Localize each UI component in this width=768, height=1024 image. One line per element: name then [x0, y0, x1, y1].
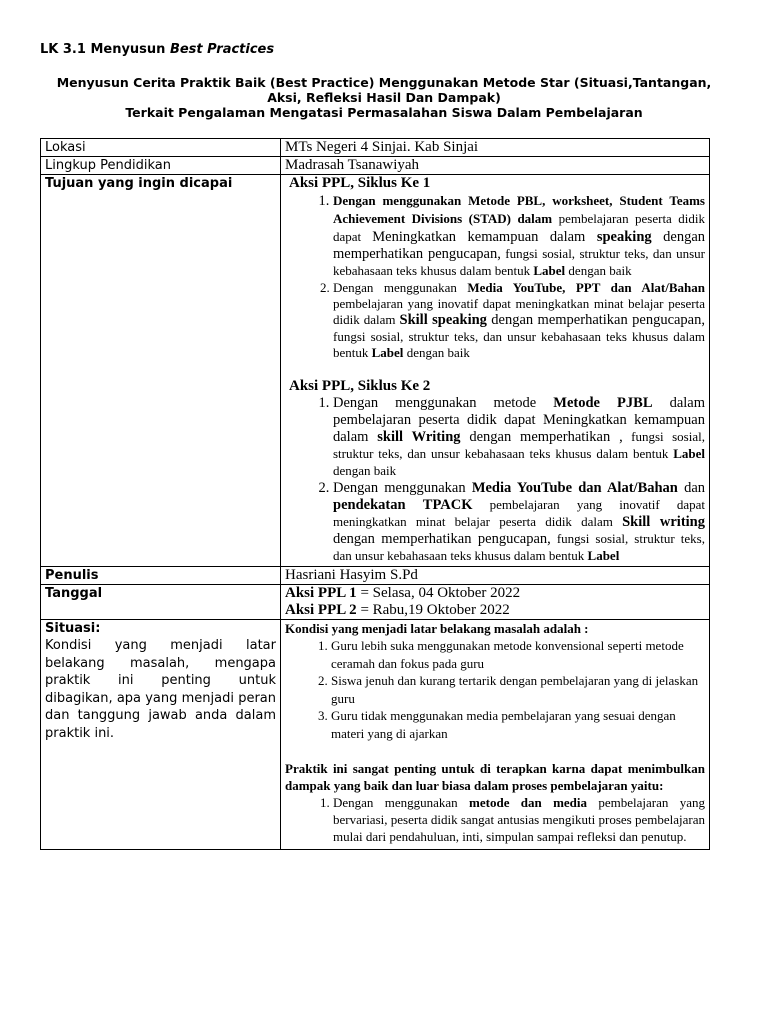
- s1-i2-b: Media YouTube, PPT dan Alat/Bahan: [467, 280, 705, 295]
- lingkup-value: Madrasah Tsanawiyah: [281, 157, 710, 175]
- row-penulis: [41, 567, 710, 585]
- list-item: [333, 395, 705, 480]
- tanggal-ppl-2: [285, 602, 705, 619]
- lingkup-label: Lingkup Pendidikan: [41, 157, 281, 175]
- list-item: 2. Siswa jenuh dan kurang tertarik dengan pembelajaran yang di jelaskan guru: [331, 672, 705, 707]
- list-item: [333, 280, 705, 361]
- tanggal-ppl-1-date: = Selasa, 04 Oktober 2022: [356, 585, 521, 601]
- praktik-i1-a: Dengan menggunakan: [333, 795, 470, 810]
- row-situasi: [41, 620, 710, 850]
- list-item: [333, 794, 705, 845]
- tanggal-ppl-1: [285, 585, 705, 602]
- s1-i1-e: dengan memperhatikan pengucapan,: [333, 229, 706, 262]
- row-lokasi: [41, 139, 710, 157]
- s2-i2-b: Media YouTube dan Alat/Bahan: [471, 480, 678, 496]
- s1-i2-h: dengan baik: [403, 345, 470, 360]
- s1-i2-g: Label: [371, 345, 404, 360]
- document-heading-line-3: Terkait Pengalaman Mengatasi Permasalahan Siswa Dalam Pembelajaran: [125, 105, 643, 120]
- penulis-value: Hasriani Hasyim S.Pd: [281, 567, 710, 585]
- situasi-label: Situasi:: [45, 621, 101, 636]
- row-lingkup: [41, 157, 710, 175]
- s1-i1-d: speaking: [596, 229, 652, 245]
- lokasi-label: Lokasi: [41, 139, 281, 157]
- list-item: 3. Guru tidak menggunakan media pembelajaran yang sesuai dengan materi yang di ajarkan: [331, 707, 705, 742]
- kondisi-list: [285, 637, 705, 742]
- tujuan-label: Tujuan yang ingin dicapai: [41, 175, 281, 567]
- s2-i1-h: dengan baik: [333, 463, 397, 478]
- kondisi-title: Kondisi yang menjadi latar belakang masalah adalah :: [285, 621, 589, 636]
- praktik-i1-c: pembelajaran yang bervariasi, peserta didik sangat antusias mengikuti proses pembelajaran mulai dari pendahuluan, inti, simpulan sampai refleksi dan penutup.: [333, 795, 705, 844]
- s2-i1-g: Label: [673, 446, 705, 461]
- s1-i1-b: pembelajaran peserta didik dapat: [333, 211, 705, 244]
- s1-i2-e: dengan memperhatikan pengucapan,: [486, 312, 705, 328]
- s2-i1-e: dengan memperhatikan ,: [460, 429, 623, 445]
- lokasi-value: MTs Negeri 4 Sinjai. Kab Sinjai: [281, 139, 710, 157]
- s2-i2-d: pendekatan TPACK: [333, 497, 473, 513]
- best-practice-table: [40, 138, 710, 850]
- s1-i1-h: dengan baik: [565, 263, 632, 278]
- s2-i1-c: dalam pembelajaran peserta didik dapat Meningkatkan kemampuan dalam: [333, 395, 706, 445]
- situasi-content: [281, 620, 710, 850]
- s2-i2-c: dan: [677, 480, 705, 496]
- s1-i1-g: Label: [533, 263, 566, 278]
- praktik-penting-text: Praktik ini sangat penting untuk di terapkan karna dapat menimbulkan dampak yang baik dan luar biasa dalam proses pembelajaran yaitu:: [285, 761, 705, 793]
- tanggal-label: Tanggal: [41, 585, 281, 620]
- s2-i2-f: Skill writing: [622, 514, 705, 530]
- tanggal-ppl-2-date: = Rabu,19 Oktober 2022: [356, 602, 510, 618]
- tanggal-ppl-1-label: Aksi PPL 1: [285, 585, 357, 601]
- list-item: [333, 480, 705, 565]
- siklus-1-title: Aksi PPL, Siklus Ke 1: [289, 175, 431, 191]
- s2-i2-g: dengan memperhatikan pengucapan,: [333, 531, 551, 547]
- s2-i1-f: fungsi sosial, struktur teks, dan unsur kebahasaan teks khusus dalam bentuk: [333, 429, 705, 461]
- s2-i1-d: skill Writing: [377, 429, 461, 445]
- tanggal-ppl-2-label: Aksi PPL 2: [285, 602, 357, 618]
- lk-title-italic: Best Practices: [169, 42, 275, 57]
- praktik-list: [285, 794, 705, 845]
- s2-i2-a: Dengan menggunakan: [333, 480, 472, 496]
- row-tanggal: [41, 585, 710, 620]
- s2-i1-a: Dengan menggunakan metode: [333, 395, 554, 411]
- tanggal-value: [281, 585, 710, 620]
- tujuan-content: [281, 175, 710, 567]
- s1-i1-c: Meningkatkan kemampuan dalam: [372, 229, 597, 245]
- penulis-label: Penulis: [41, 567, 281, 585]
- document-heading-line-2: Aksi, Refleksi Hasil Dan Dampak): [267, 90, 501, 105]
- s1-i2-d: Skill speaking: [399, 312, 487, 328]
- situasi-cell: [41, 620, 281, 850]
- praktik-i1-b: metode dan media: [469, 795, 588, 810]
- lk-title: [40, 42, 274, 57]
- s1-i2-a: Dengan menggunakan: [333, 280, 468, 295]
- row-tujuan: [41, 175, 710, 567]
- siklus-2-list: [285, 395, 705, 565]
- s2-i1-b: Metode PJBL: [553, 395, 653, 411]
- s1-i2-f: fungsi sosial, struktur teks, dan unsur kebahasaan teks khusus dalam bentuk: [333, 329, 705, 360]
- s1-i1-f: fungsi sosial, struktur teks, dan unsur kebahasaan teks khusus dalam bentuk: [333, 246, 706, 278]
- list-item: 1. Guru lebih suka menggunakan metode konvensional seperti metode ceramah dan fokus pada guru: [331, 637, 705, 672]
- s2-i2-h: fungsi sosial, struktur teks, dan unsur kebahasaan teks khusus dalam bentuk: [333, 531, 705, 563]
- document-heading-line-1: Menyusun Cerita Praktik Baik (Best Practice) Menggunakan Metode Star (Situasi,Tantangan,: [56, 75, 712, 90]
- list-item: [333, 192, 705, 280]
- s2-i2-i: Label: [587, 548, 620, 563]
- siklus-2-title: Aksi PPL, Siklus Ke 2: [289, 378, 431, 394]
- lk-title-prefix: LK 3.1 Menyusun: [40, 42, 170, 57]
- s1-i2-c: pembelajaran yang inovatif dapat meningkatkan minat belajar peserta didik dalam: [333, 296, 705, 327]
- s2-i2-e: pembelajaran yang inovatif dapat meningkatkan minat belajar peserta didik dalam: [333, 497, 706, 529]
- s1-i1-a: Dengan menggunakan Metode PBL, worksheet, Student Teams Achievement Divisions (STAD) dalam: [333, 193, 705, 226]
- siklus-1-list: [285, 192, 705, 361]
- situasi-text: Kondisi yang menjadi latar belakang masalah, mengapa praktik ini penting untuk dibagikan, apa yang menjadi peran dan tanggung jawab anda dalam praktik ini.: [45, 638, 276, 741]
